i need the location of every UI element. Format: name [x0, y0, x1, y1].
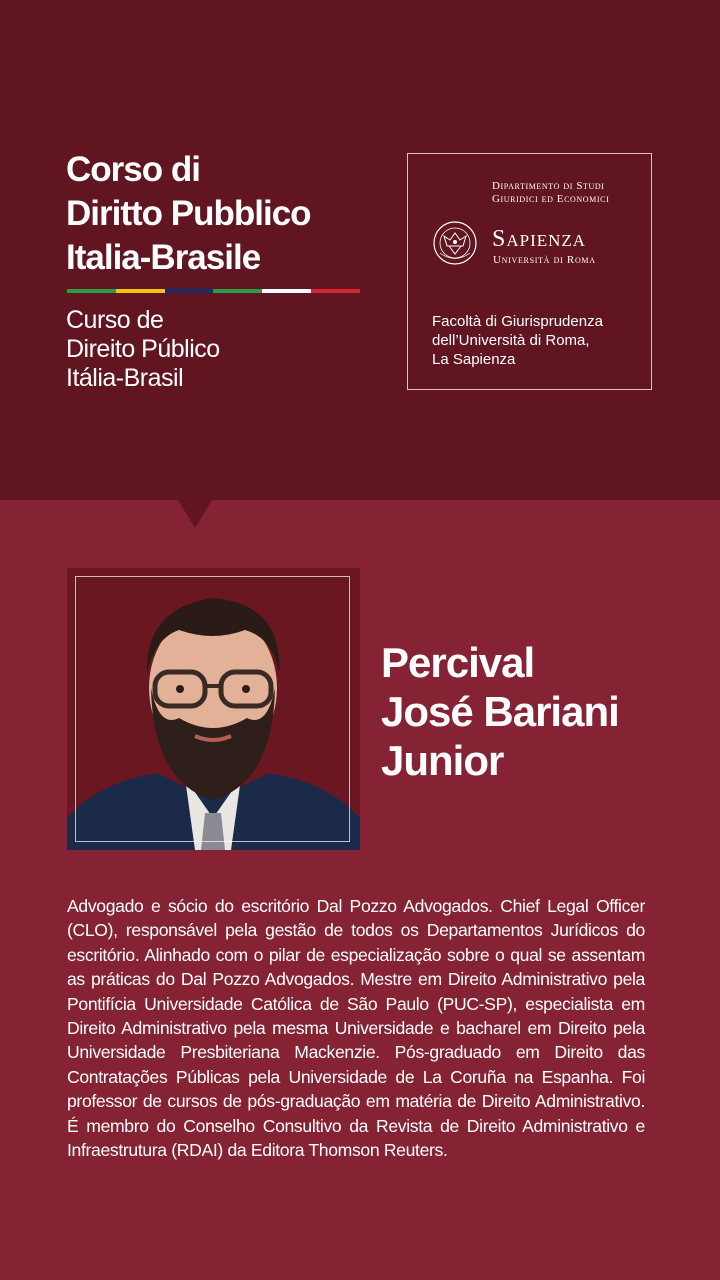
title-pt-line: Curso de — [66, 306, 164, 334]
department-line: Dipartimento di Studi — [492, 180, 605, 192]
speaker-name-line: Percival — [381, 639, 535, 686]
title-pt-line: Itália-Brasil — [66, 364, 184, 392]
stripe-segment — [262, 289, 311, 293]
title-it-line: Italia-Brasile — [66, 238, 261, 277]
photo-frame — [75, 576, 350, 842]
department-name — [492, 180, 642, 206]
sapienza-seal-icon — [432, 220, 478, 266]
speaker-photo — [67, 568, 360, 850]
stripe-segment — [67, 289, 116, 293]
course-title-portuguese — [66, 306, 386, 393]
stripe-segment — [116, 289, 165, 293]
sapienza-wordmark: Sapienza — [492, 226, 587, 252]
faculty-line: La Sapienza — [432, 351, 516, 368]
speaker-biography: Advogado e sócio do escritório Dal Pozzo Advogados. Chief Legal Officer (CLO), responsável pela gestão de todos os Departamentos Jurídicos do escritório. Alinhado com o pilar de especialização sobre o qual se assentam as práticas do Dal Pozzo Advogados. Mestre em Direito Administrativo pela Pontifícia Universidade Católica de São Paulo (PUC-SP), especialista em Direito Administrativo pela mesma Universidade e bacharel em Direito pela Universidade Presbiteriana Mackenzie. Pós-graduado em Direito das Contratações Públicas pela Universidade de La Coruña na Espanha. Foi professor de cursos de pós-graduação em matéria de Direito Administrativo. É membro do Conselho Consultivo da Revista de Direito Administrativo e Infraestrutura (RDAI) da Editora Thomson Reuters. — [67, 896, 645, 1161]
stripe-segment — [165, 289, 214, 293]
speaker-name-line: José Bariani — [381, 688, 619, 735]
header-pointer — [178, 500, 212, 528]
speaker-name-line: Junior — [381, 737, 504, 784]
course-title-italian — [66, 148, 386, 280]
university-subtitle: Università di Roma — [493, 254, 596, 266]
speaker-name — [381, 638, 701, 785]
title-pt-line: Direito Público — [66, 335, 220, 363]
department-line: Giuridici ed Economici — [492, 193, 610, 205]
flag-color-stripe — [67, 289, 360, 293]
sapienza-logo-box — [407, 153, 652, 390]
faculty-line: dell’Università di Roma, — [432, 332, 590, 349]
stripe-segment — [311, 289, 360, 293]
stripe-segment — [213, 289, 262, 293]
title-it-line: Diritto Pubblico — [66, 194, 311, 233]
title-it-line: Corso di — [66, 150, 200, 189]
faculty-line: Facoltà di Giurisprudenza — [432, 313, 603, 330]
faculty-name — [432, 312, 644, 369]
